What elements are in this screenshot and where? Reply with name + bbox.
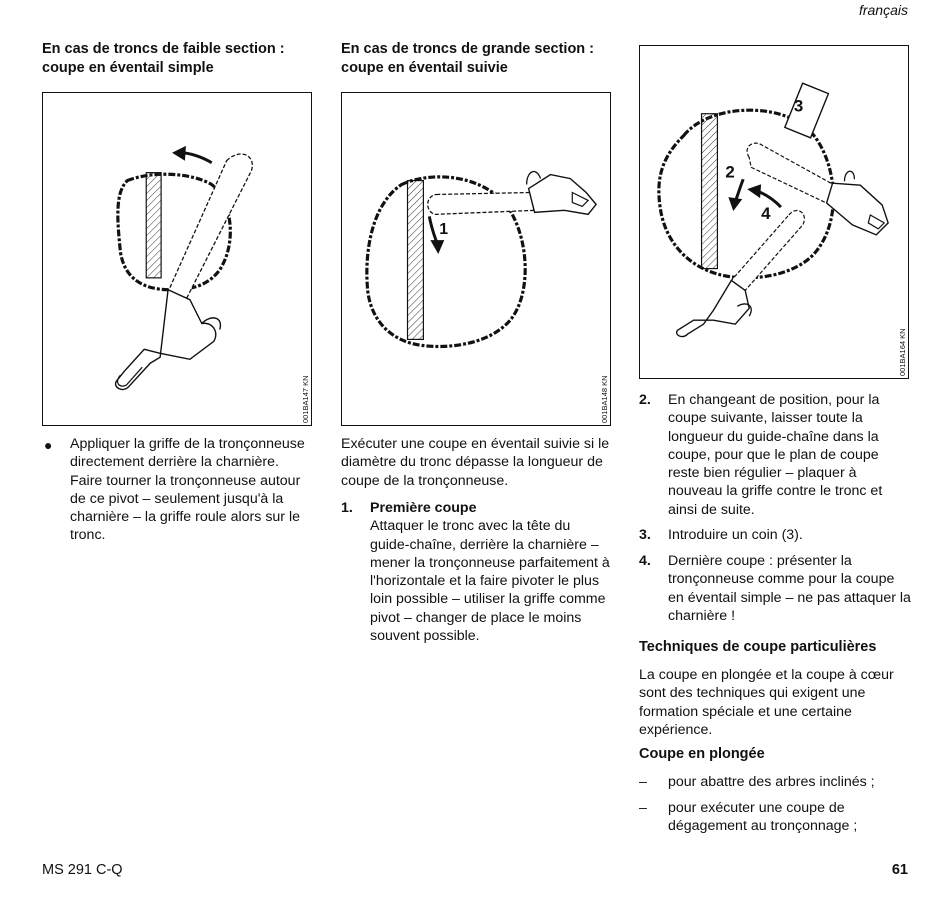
section-text: La coupe en plongée et la coupe à cœur sont des techniques qui exigent une formation spéciale et une certaine expérience. — [639, 667, 894, 738]
col1-heading — [42, 40, 322, 78]
dash-symbol: – — [639, 800, 647, 816]
figure-code: 001BA164 KN — [898, 328, 907, 376]
continued-fan-cut-illustration — [342, 93, 610, 425]
step-text: Introduire un coin (3). — [668, 527, 803, 543]
dash-item — [639, 799, 911, 836]
col1-heading-line1: En cas de troncs de faible section : — [42, 41, 285, 57]
col1-heading-line2: coupe en éventail simple — [42, 60, 214, 76]
step1-text: Attaquer le tronc avec la tête du guide-chaîne, derrière la charnière – mener la tronçonneuse parfaitement à l'horizontale et la faire pivoter le plus loin possible – utiliser la griffe comme pivot – changer de place le moins souvent possible. — [370, 518, 610, 645]
dash-item-text: pour abattre des arbres inclinés ; — [668, 774, 875, 790]
simple-fan-cut-illustration — [43, 93, 311, 425]
step-number: 3. — [639, 527, 651, 543]
col2-heading-line2: coupe en éventail suivie — [341, 60, 508, 76]
bullet-dot: ● — [44, 437, 53, 453]
col2-intro: Exécuter une coupe en éventail suivie si le diamètre du tronc dépasse la longueur de coupe de la tronçonneuse. — [341, 436, 610, 489]
step-number: 1. — [341, 500, 353, 516]
col3-step-4 — [639, 552, 911, 625]
dash-item — [639, 773, 911, 791]
figure-code: 001BA148 KN — [600, 375, 609, 423]
language-label: français — [858, 2, 908, 18]
subheading: Coupe en plongée — [639, 746, 765, 762]
final-cut-illustration — [640, 46, 908, 378]
figure-label-1: 1 — [439, 221, 449, 239]
figure-final-cut — [639, 45, 909, 379]
col2-heading — [341, 40, 621, 78]
step-number: 4. — [639, 553, 651, 569]
col3-step-2 — [639, 391, 911, 519]
figure-label-2: 2 — [725, 162, 735, 182]
section-heading: Techniques de coupe particulières — [639, 639, 877, 655]
footer-model: MS 291 C-Q — [42, 862, 123, 878]
col2-heading-line1: En cas de troncs de grande section : — [341, 41, 595, 57]
col2-step1 — [341, 499, 611, 645]
col1-bullet-text: Appliquer la griffe de la tronçonneuse directement derrière la charnière. Faire tourner la tronçonneuse autour de ce pivot – seulement jusqu'à la charnière – la griffe roule alors sur le tronc. — [70, 436, 305, 544]
step-number: 2. — [639, 392, 651, 408]
step-text: En changeant de position, pour la coupe suivante, laisser toute la longueur du guide-chaîne dans la coupe, pour que le plan de coupe reste bien régulier – plaquer à nouveau la griffe contre le tronc et ainsi de suite. — [668, 392, 883, 518]
figure-label-4: 4 — [761, 203, 771, 223]
col3-step-3 — [639, 526, 911, 544]
step1-title: Première coupe — [370, 500, 477, 516]
figure-continued-fan-cut — [341, 92, 611, 426]
step-text: Dernière coupe : présenter la tronçonneuse comme pour la coupe en éventail simple – ne pas attaquer la charnière ! — [668, 553, 911, 624]
page-number: 61 — [891, 862, 908, 878]
figure-label-3: 3 — [793, 96, 804, 116]
figure-simple-fan-cut — [42, 92, 312, 426]
dash-item-text: pour exécuter une coupe de dégagement au tronçonnage ; — [668, 800, 858, 835]
figure-code: 001BA147 KN — [301, 375, 310, 423]
dash-symbol: – — [639, 774, 647, 790]
